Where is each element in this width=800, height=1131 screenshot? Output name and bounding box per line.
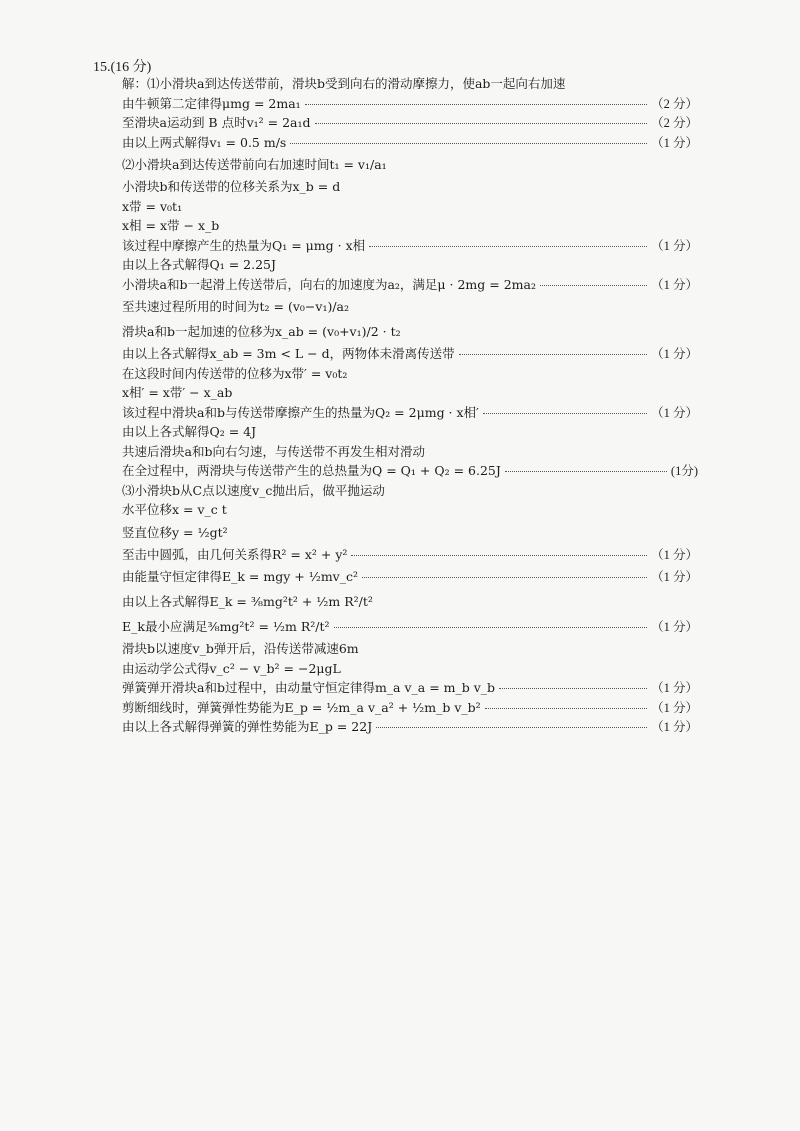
solution-line: [122, 74, 698, 94]
question-title: 15.(16 分): [93, 60, 152, 75]
solution-line-text: 剪断细线时，弹簧弹性势能为E_p = ½m_a v_a² + ½m_b v_b²: [122, 699, 481, 715]
solution-line: [122, 520, 698, 545]
solution-line-text: x带 = v₀t₁: [122, 198, 183, 214]
score-label: （1 分）: [651, 681, 698, 695]
solution-line: [122, 216, 698, 236]
solution-line: [122, 403, 698, 423]
solution-line-text: 由运动学公式得v_c² − v_b² = −2μgL: [122, 660, 341, 676]
solution-line: [122, 177, 698, 197]
solution-line: [122, 113, 698, 133]
score-label: （1 分）: [651, 277, 698, 292]
solution-line-text: 共速后滑块a和b向右匀速，与传送带不再发生相对滑动: [122, 443, 425, 459]
solution-line: [122, 152, 698, 177]
score-label: （2 分）: [651, 96, 698, 111]
solution-line: [122, 422, 698, 442]
solution-line-text: 由牛顿第二定律得μmg = 2ma₁: [122, 95, 301, 111]
score-label: (1分): [670, 464, 698, 478]
dot-leader: [505, 471, 667, 472]
dot-leader: [290, 143, 647, 144]
dot-leader: [483, 413, 647, 414]
score-label: （1 分）: [651, 547, 698, 562]
dot-leader: [540, 285, 647, 286]
solution-line: [122, 94, 698, 114]
solution-line: [122, 275, 698, 295]
solution-line-text: 解：⑴小滑块a到达传送带前，滑块b受到向右的滑动摩擦力，使ab一起向右加速: [122, 76, 566, 91]
score-label: （1 分）: [651, 700, 698, 715]
solution-line-text: 由能量守恒定律得E_k = mgy + ½mv_c²: [122, 569, 358, 584]
solution-line-text: 该过程中滑块a和b与传送带摩擦产生的热量为Q₂ = 2μmg · x相′: [122, 404, 479, 420]
solution-line-text: 由以上各式解得Q₁ = 2.25J: [122, 257, 277, 272]
solution-line: [122, 545, 698, 565]
solution-line-text: 在全过程中，两滑块与传送带产生的总热量为Q = Q₁ + Q₂ = 6.25J: [122, 463, 501, 478]
solution-line: [122, 197, 698, 217]
solution-line-text: 滑块b以速度v_b弹开后，沿传送带减速6m: [122, 641, 359, 656]
solution-line: [122, 294, 698, 319]
solution-line: [122, 717, 698, 737]
solution-line-text: 由以上两式解得v₁ = 0.5 m/s: [122, 134, 287, 150]
score-label: （1 分）: [651, 405, 698, 420]
solution-line-text: 弹簧弹开滑块a和b过程中，由动量守恒定律得m_a v_a = m_b v_b: [122, 680, 496, 695]
solution-line-text: 至击中圆弧，由几何关系得R² = x² + y²: [122, 546, 348, 562]
solution-line-text: 由以上各式解得弹簧的弹性势能为E_p = 22J: [122, 719, 373, 734]
solution-lines: [122, 74, 698, 737]
score-label: （1 分）: [651, 135, 698, 150]
solution-line-text: 小滑块b和传送带的位移关系为x_b = d: [122, 179, 341, 194]
solution-line-text: 竖直位移y = ½gt²: [122, 524, 228, 540]
score-label: （1 分）: [651, 347, 698, 361]
dot-leader: [459, 354, 647, 355]
dot-leader: [376, 727, 647, 728]
solution-line-text: 至共速过程所用的时间为t₂ = (v₀−v₁)/a₂: [122, 299, 350, 314]
score-label: （1 分）: [651, 570, 698, 584]
score-label: （1 分）: [651, 238, 698, 253]
solution-line-text: ⑶小滑块b从C点以速度v_c抛出后，做平抛运动: [122, 482, 385, 498]
solution-line: [122, 614, 698, 639]
dot-leader: [362, 577, 647, 578]
solution-line-text: 该过程中摩擦产生的热量为Q₁ = μmg · x相: [122, 237, 366, 253]
solution-line: [122, 383, 698, 403]
solution-line: [122, 236, 698, 256]
solution-line-text: x相′ = x带′ − x_ab: [122, 385, 233, 400]
solution-line: [122, 255, 698, 275]
solution-line: [122, 659, 698, 679]
solution-line-text: 由以上各式解得E_k = ⅜mg²t² + ½m R²/t²: [122, 594, 373, 609]
solution-line-text: 由以上各式解得x_ab = 3m < L − d，两物体未滑离传送带: [122, 346, 455, 361]
solution-line: [122, 319, 698, 344]
solution-line: [122, 564, 698, 589]
dot-leader: [334, 627, 648, 628]
solution-line: [122, 461, 698, 481]
solution-line-text: 滑块a和b一起加速的位移为x_ab = (v₀+v₁)/2 · t₂: [122, 324, 401, 339]
dot-leader: [351, 555, 647, 556]
solution-line: [122, 364, 698, 384]
solution-line-text: 水平位移x = v_c t: [122, 502, 227, 517]
score-label: （2 分）: [651, 116, 698, 130]
solution-line: [122, 481, 698, 501]
solution-line-text: 由以上各式解得Q₂ = 4J: [122, 424, 257, 439]
solution-line-text: x相 = x带 − x_b: [122, 218, 220, 233]
dot-leader: [499, 688, 647, 689]
solution-line: [122, 678, 698, 698]
dot-leader: [315, 123, 648, 124]
solution-line: [122, 589, 698, 614]
solution-line: [122, 639, 698, 659]
solution-line: [122, 442, 698, 462]
solution-line: [122, 344, 698, 364]
dot-leader: [485, 708, 647, 709]
solution-line: [122, 698, 698, 718]
solution-line-text: ⑵小滑块a到达传送带前向右加速时间t₁ = v₁/a₁: [122, 157, 387, 172]
dot-leader: [369, 246, 647, 247]
solution-line-text: 在这段时间内传送带的位移为x带′ = v₀t₂: [122, 365, 348, 381]
solution-line: [122, 133, 698, 153]
score-label: （1 分）: [651, 620, 698, 634]
score-label: （1 分）: [651, 720, 698, 734]
solution-line-text: 至滑块a运动到 B 点时v₁² = 2a₁d: [122, 115, 311, 130]
solution-line-text: E_k最小应满足⅜mg²t² = ½m R²/t²: [122, 619, 330, 634]
dot-leader: [305, 104, 647, 105]
solution-line: [122, 500, 698, 520]
solution-line-text: 小滑块a和b一起滑上传送带后，向右的加速度为a₂，满足μ · 2mg = 2ma₂: [122, 276, 536, 292]
